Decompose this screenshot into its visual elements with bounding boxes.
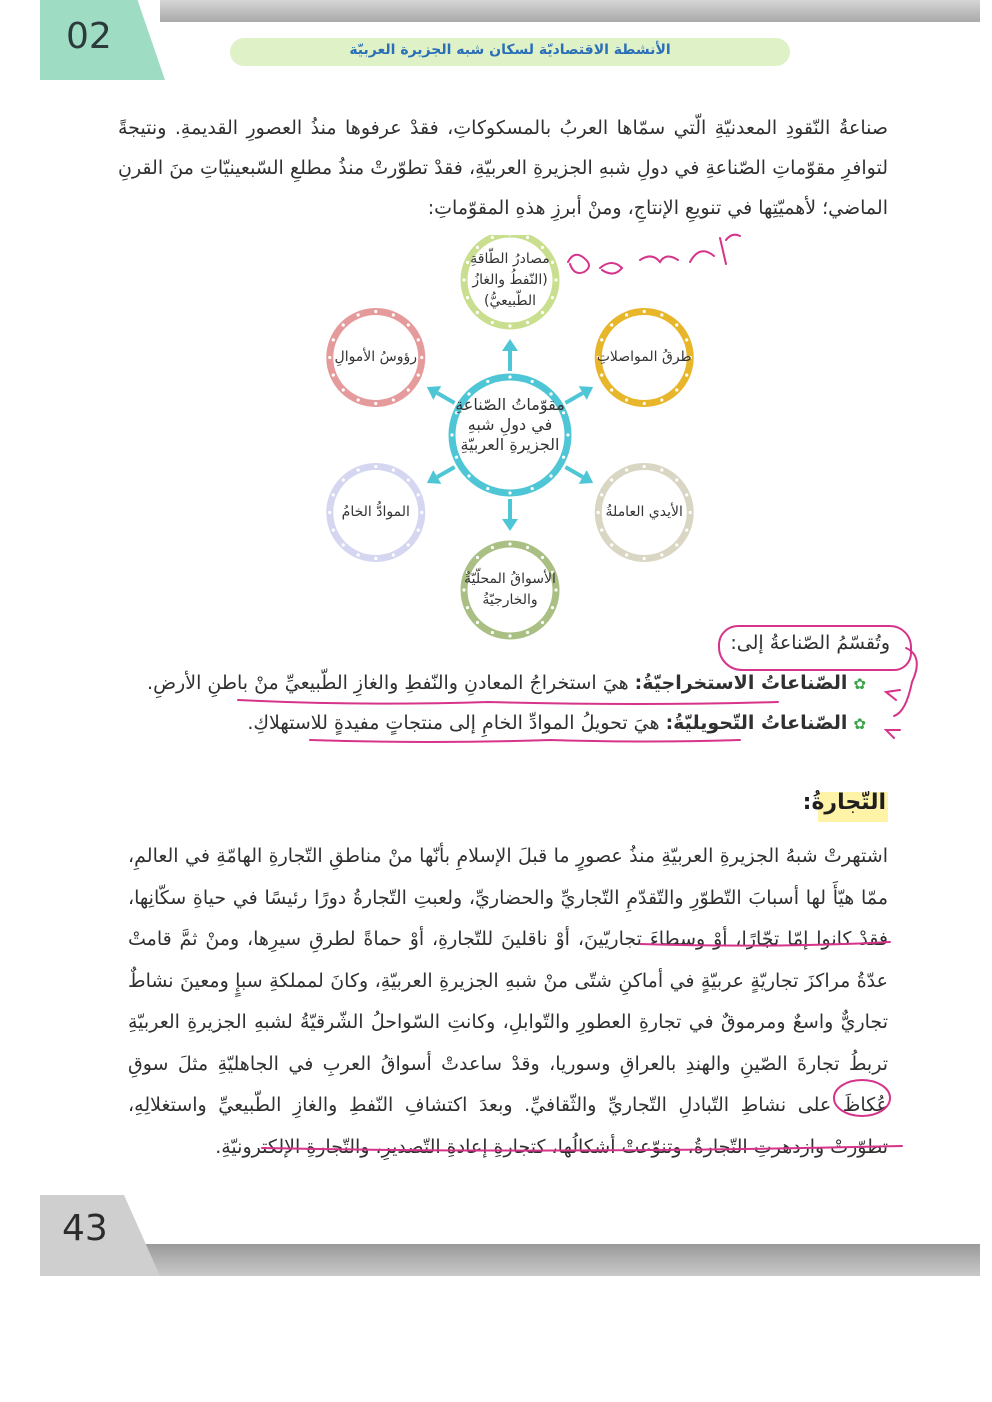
ring-dot: [508, 324, 511, 327]
ring-dot: [625, 553, 628, 556]
ring-dot: [417, 338, 420, 341]
ring-dot: [526, 321, 529, 324]
ring-dot: [562, 456, 565, 459]
ring-dot: [508, 634, 511, 637]
ring-dot: [643, 557, 646, 560]
ring-dot: [491, 236, 494, 239]
ring-dot: [625, 468, 628, 471]
intro-paragraph-text: صناعةُ النّقودِ المعدنيّةِ الّتي سمّاها العربُ بالمسكوكاتِ، فقدْ عرفوها منذُ العصورِ القديمةِ. ونتيجةً لتوافرِ مقوّماتِ الصّناعةِ في دولِ شبهِ الجزيرةِ العربيّةِ، فقدْ تطوّرتْ منذُ مطلعِ السّبعينيّاتِ منَ القرنِ الماضي؛ لأهميّتِها في تنويعِ الإنتاجِ، ومنْ أبرزِ هذهِ المقوّماتِ:: [118, 117, 888, 219]
ring-dot: [491, 321, 494, 324]
ring-dot: [342, 388, 345, 391]
ring-dot: [526, 546, 529, 549]
ring-dot: [526, 236, 529, 239]
ring-dot: [407, 543, 410, 546]
underline-manufacturing: [310, 740, 740, 742]
arrow-annotation-2: [886, 730, 900, 738]
ring-dot: [407, 388, 410, 391]
diagram-node-label: الأيدي العاملةُ: [605, 504, 683, 520]
ring-dot: [643, 465, 646, 468]
page-number: 43: [62, 1208, 108, 1249]
ring-dot: [332, 529, 335, 532]
ring-dot: [374, 402, 377, 405]
ring-dot: [531, 487, 534, 490]
ring-dot: [675, 543, 678, 546]
intro-paragraph: [118, 108, 888, 228]
ring-dot: [610, 323, 613, 326]
industry-term: الصّناعاتُ التّحويليّةُ:: [665, 712, 848, 734]
ring-dot: [685, 529, 688, 532]
ring-dot: [685, 374, 688, 377]
diagram-arrow-shaft: [437, 467, 454, 477]
underline-extractive: [238, 700, 778, 704]
ring-dot: [660, 468, 663, 471]
arrow-annotation-1: [886, 690, 900, 700]
ring-dot: [332, 374, 335, 377]
ring-dot: [392, 553, 395, 556]
diagram-node-label: مصادرُ الطّاقةِ (النّفطُ والغازُ الطّبيعيُّ): [470, 250, 550, 309]
ring-dot: [675, 323, 678, 326]
ring-dot: [566, 433, 569, 436]
ring-dot: [643, 402, 646, 405]
industry-definition: هيَ استخراجُ المعادنِ والنّفطِ والغازِ الطّبيعيِّ منْ باطنِ الأرضِ.: [147, 672, 629, 694]
bottom-bar: [40, 1244, 980, 1276]
ring-dot: [486, 380, 489, 383]
ring-dot: [374, 310, 377, 313]
ring-dot: [357, 398, 360, 401]
chapter-number: 02: [66, 16, 112, 57]
ring-dot: [342, 478, 345, 481]
ring-dot: [476, 556, 479, 559]
industry-item-manufacturing: [247, 712, 866, 734]
industry-item-extractive: [147, 672, 866, 694]
bullet-icon: ✿: [853, 715, 866, 733]
ring-dot: [549, 474, 552, 477]
ring-dot: [600, 338, 603, 341]
ring-dot: [625, 313, 628, 316]
ring-dot: [417, 529, 420, 532]
ring-dot: [541, 621, 544, 624]
ring-dot: [610, 543, 613, 546]
diagram-arrow-shaft: [565, 393, 582, 403]
ring-dot: [392, 468, 395, 471]
ring-dot: [610, 388, 613, 391]
ring-dot: [342, 323, 345, 326]
top-bar: [160, 0, 980, 22]
ring-dot: [374, 557, 377, 560]
ring-dot: [392, 313, 395, 316]
ring-dot: [392, 398, 395, 401]
ring-dot: [332, 493, 335, 496]
industry-factors-diagram: [320, 235, 700, 640]
industry-term: الصّناعاتُ الاستخراجيّةُ:: [634, 672, 848, 694]
ring-dot: [491, 546, 494, 549]
ring-dot: [685, 338, 688, 341]
ring-dot: [486, 487, 489, 490]
ring-dot: [660, 398, 663, 401]
diagram-arrow-head: [502, 519, 518, 531]
ring-dot: [660, 313, 663, 316]
ring-dot: [541, 556, 544, 559]
ring-dot: [407, 478, 410, 481]
ring-dot: [600, 374, 603, 377]
ring-dot: [610, 478, 613, 481]
ring-dot: [660, 553, 663, 556]
ring-dot: [625, 398, 628, 401]
ring-dot: [675, 388, 678, 391]
ring-dot: [643, 310, 646, 313]
ring-dot: [508, 491, 511, 494]
trade-paragraph: [128, 836, 888, 1168]
ring-dot: [467, 474, 470, 477]
ring-dot: [357, 313, 360, 316]
ring-dot: [675, 478, 678, 481]
diagram-node-label: رؤوسُ الأموالِ: [334, 349, 418, 365]
ring-dot: [407, 323, 410, 326]
ring-dot: [526, 631, 529, 634]
ring-dot: [417, 493, 420, 496]
diagram-arrow-head: [502, 339, 518, 351]
ring-dot: [508, 542, 511, 545]
bullet-icon: ✿: [853, 675, 866, 693]
ring-dot: [491, 631, 494, 634]
ring-dot: [476, 621, 479, 624]
ring-dot: [417, 374, 420, 377]
division-intro: وتُقسّمُ الصّناعةُ إلى:: [730, 632, 890, 654]
diagram-node-label: الموادُّ الخامُ: [341, 504, 410, 520]
diagram-center-label: مقوّماتُ الصّناعةِ في دولِ شبهِ الجزيرةِ العربيّةِ: [455, 395, 565, 454]
trade-paragraph-text: اشتهرتْ شبهُ الجزيرةِ العربيّةِ منذُ عصورٍ ما قبلَ الإسلامِ بأنّها منْ مناطقِ التّجارةِ الهامّةِ في العالمِ، ممّا هيّأَ لها أسبابَ التّطوّرِ والتّقدّمِ التّجاريِّ والحضاريِّ، ولعبتِ التّجارةُ دورًا رئيسًا في حياةِ سكّانِها، فقدْ كانوا إمّا تجّارًا، أوْ وسطاءَ تجاريّينَ، أوْ ناقلينَ للتّجارةِ، أوْ حماةً لطرقِ سيرِها، ومنْ ثمَّ قامتْ عدّةُ مراكزَ تجاريّةٍ عربيّةٍ في أماكنِ شتّى منْ شبهِ الجزيرةِ العربيّةِ، وكانَ لمملكةِ سبإٍ ومعينَ نشاطٌ تجاريٌّ واسعٌ ومرموقٌ في تجارةِ العطورِ والتّوابلِ، وكانتِ السّواحلُ الشّرقيّةُ لشبهِ الجزيرةِ العربيّةِ تربطُ تجارةَ الصّينِ والهندِ بالعراقِ وسوريا، وقدْ ساعدتْ أسواقُ العربِ في الجاهليّةِ مثلَ سوقِ عُكاظَ على نشاطِ التّبادلِ التّجاريِّ والثّقافيِّ. وبعدَ اكتشافِ النّفطِ والغازِ الطّبيعيِّ واستغلالِهِ، تطوّرتْ وازدهرتِ التّجارةُ، وتنوّعتْ أشكالُها، كتجارةِ إعادةِ التّصديرِ، والتّجارةِ الإلكترونيّةِ.: [128, 845, 888, 1158]
ring-dot: [332, 338, 335, 341]
ring-dot: [455, 456, 458, 459]
diagram-arrow-shaft: [565, 467, 582, 477]
diagram-node-label: الأسواقُ المحلّيّةُ والخارجيّةُ: [464, 571, 556, 608]
header-title: الأنشطة الاقتصاديّة لسكان شبه الجزيرة العربيّة: [349, 42, 671, 58]
ring-dot: [450, 433, 453, 436]
ring-dot: [531, 380, 534, 383]
ring-dot: [685, 493, 688, 496]
industry-definition: هيَ تحويلُ الموادِّ الخامِ إلى منتجاتٍ مفيدةٍ للاستهلاكِ.: [247, 712, 660, 734]
trade-section-title: التّجارةُ:: [802, 790, 886, 815]
ring-dot: [357, 553, 360, 556]
ring-dot: [600, 529, 603, 532]
diagram-node-label: طرقُ المواصلاتِ: [596, 349, 692, 365]
ring-dot: [600, 493, 603, 496]
ring-dot: [374, 465, 377, 468]
ring-dot: [508, 375, 511, 378]
ring-dot: [357, 468, 360, 471]
ring-dot: [342, 543, 345, 546]
diagram-arrow-shaft: [437, 393, 454, 403]
